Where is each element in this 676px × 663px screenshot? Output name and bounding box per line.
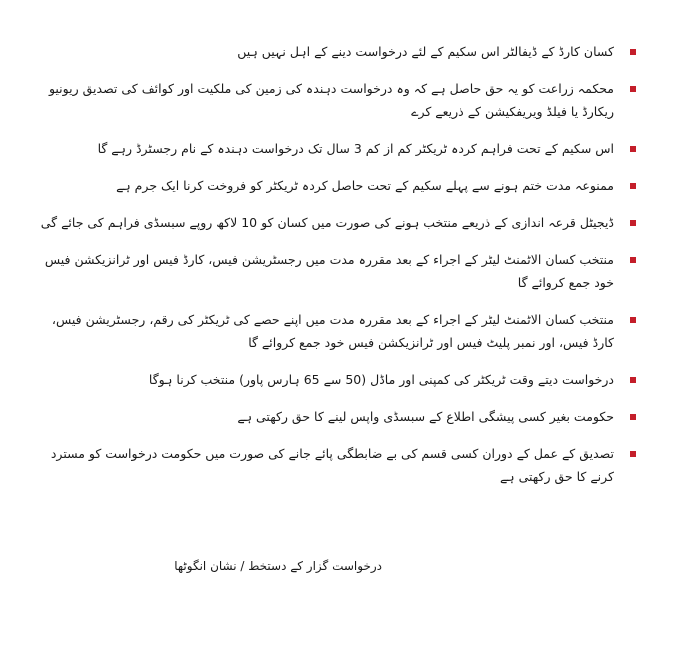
term-text: ڈیجیٹل قرعہ اندازی کے ذریعے منتخب ہونے کی صورت میں کسان کو 10 لاکھ روپے سبسڈی فراہم کی جائے گی (40, 215, 614, 230)
term-text: محکمہ زراعت کو یہ حق حاصل ہے کہ وہ درخواست دہندہ کی زمین کی ملکیت اور کوائف کی تصدیق ریونیو ریکارڈ یا فیلڈ ویریفکیشن کے ذریعے کرے (48, 81, 614, 119)
list-item (36, 174, 636, 197)
list-item (36, 248, 636, 294)
bullet-marker (630, 451, 636, 457)
bullet-marker (630, 86, 636, 92)
bullet-marker (630, 183, 636, 189)
term-text: ممنوعہ مدت ختم ہونے سے پہلے سکیم کے تحت حاصل کردہ ٹریکٹر کو فروخت کرنا ایک جرم ہے (116, 178, 614, 193)
term-text: اس سکیم کے تحت فراہم کردہ ٹریکٹر کم از کم 3 سال تک درخواست دہندہ کے نام رجسٹرڈ رہے گا (97, 141, 614, 156)
bullet-marker (630, 414, 636, 420)
bullet-marker (630, 49, 636, 55)
bullet-marker (630, 146, 636, 152)
list-item (36, 405, 636, 428)
term-text: منتخب کسان الاٹمنٹ لیٹر کے اجراء کے بعد مقررہ مدت میں اپنے حصے کی ٹریکٹر کی رقم، رجسٹریشن فیس، کارڈ فیس، اور نمبر پلیٹ فیس اور ٹرانزیکشن فیس خود جمع کروائے گا (51, 312, 614, 350)
bullet-marker (630, 377, 636, 383)
list-item (36, 308, 636, 354)
term-text: درخواست دیتے وقت ٹریکٹر کی کمپنی اور ماڈل (50 سے 65 ہارس پاور) منتخب کرنا ہوگا (148, 372, 614, 387)
term-text: حکومت بغیر کسی پیشگی اطلاع کے سبسڈی واپس لینے کا حق رکھتی ہے (237, 409, 614, 424)
list-item (36, 137, 636, 160)
bullet-marker (630, 220, 636, 226)
signature-label: درخواست گزار کے دستخط / نشان انگوٹھا (174, 559, 382, 573)
term-text: منتخب کسان الاٹمنٹ لیٹر کے اجراء کے بعد مقررہ مدت میں رجسٹریشن فیس، کارڈ فیس اور ٹرانزیکشن فیس خود جمع کروائے گا (44, 252, 614, 290)
term-text: کسان کارڈ کے ڈیفالٹر اس سکیم کے لئے درخواست دینے کے اہل نہیں ہیں (237, 44, 614, 59)
term-text: تصدیق کے عمل کے دوران کسی قسم کی بے ضابطگی پائے جانے کی صورت میں حکومت درخواست کو مسترد کرنے کا حق رکھتی ہے (50, 446, 614, 484)
list-item (36, 368, 636, 391)
list-item (36, 442, 636, 488)
list-item (36, 77, 636, 123)
bullet-marker (630, 317, 636, 323)
list-item (36, 40, 636, 63)
list-item (36, 211, 636, 234)
terms-list (36, 40, 636, 502)
bullet-marker (630, 257, 636, 263)
